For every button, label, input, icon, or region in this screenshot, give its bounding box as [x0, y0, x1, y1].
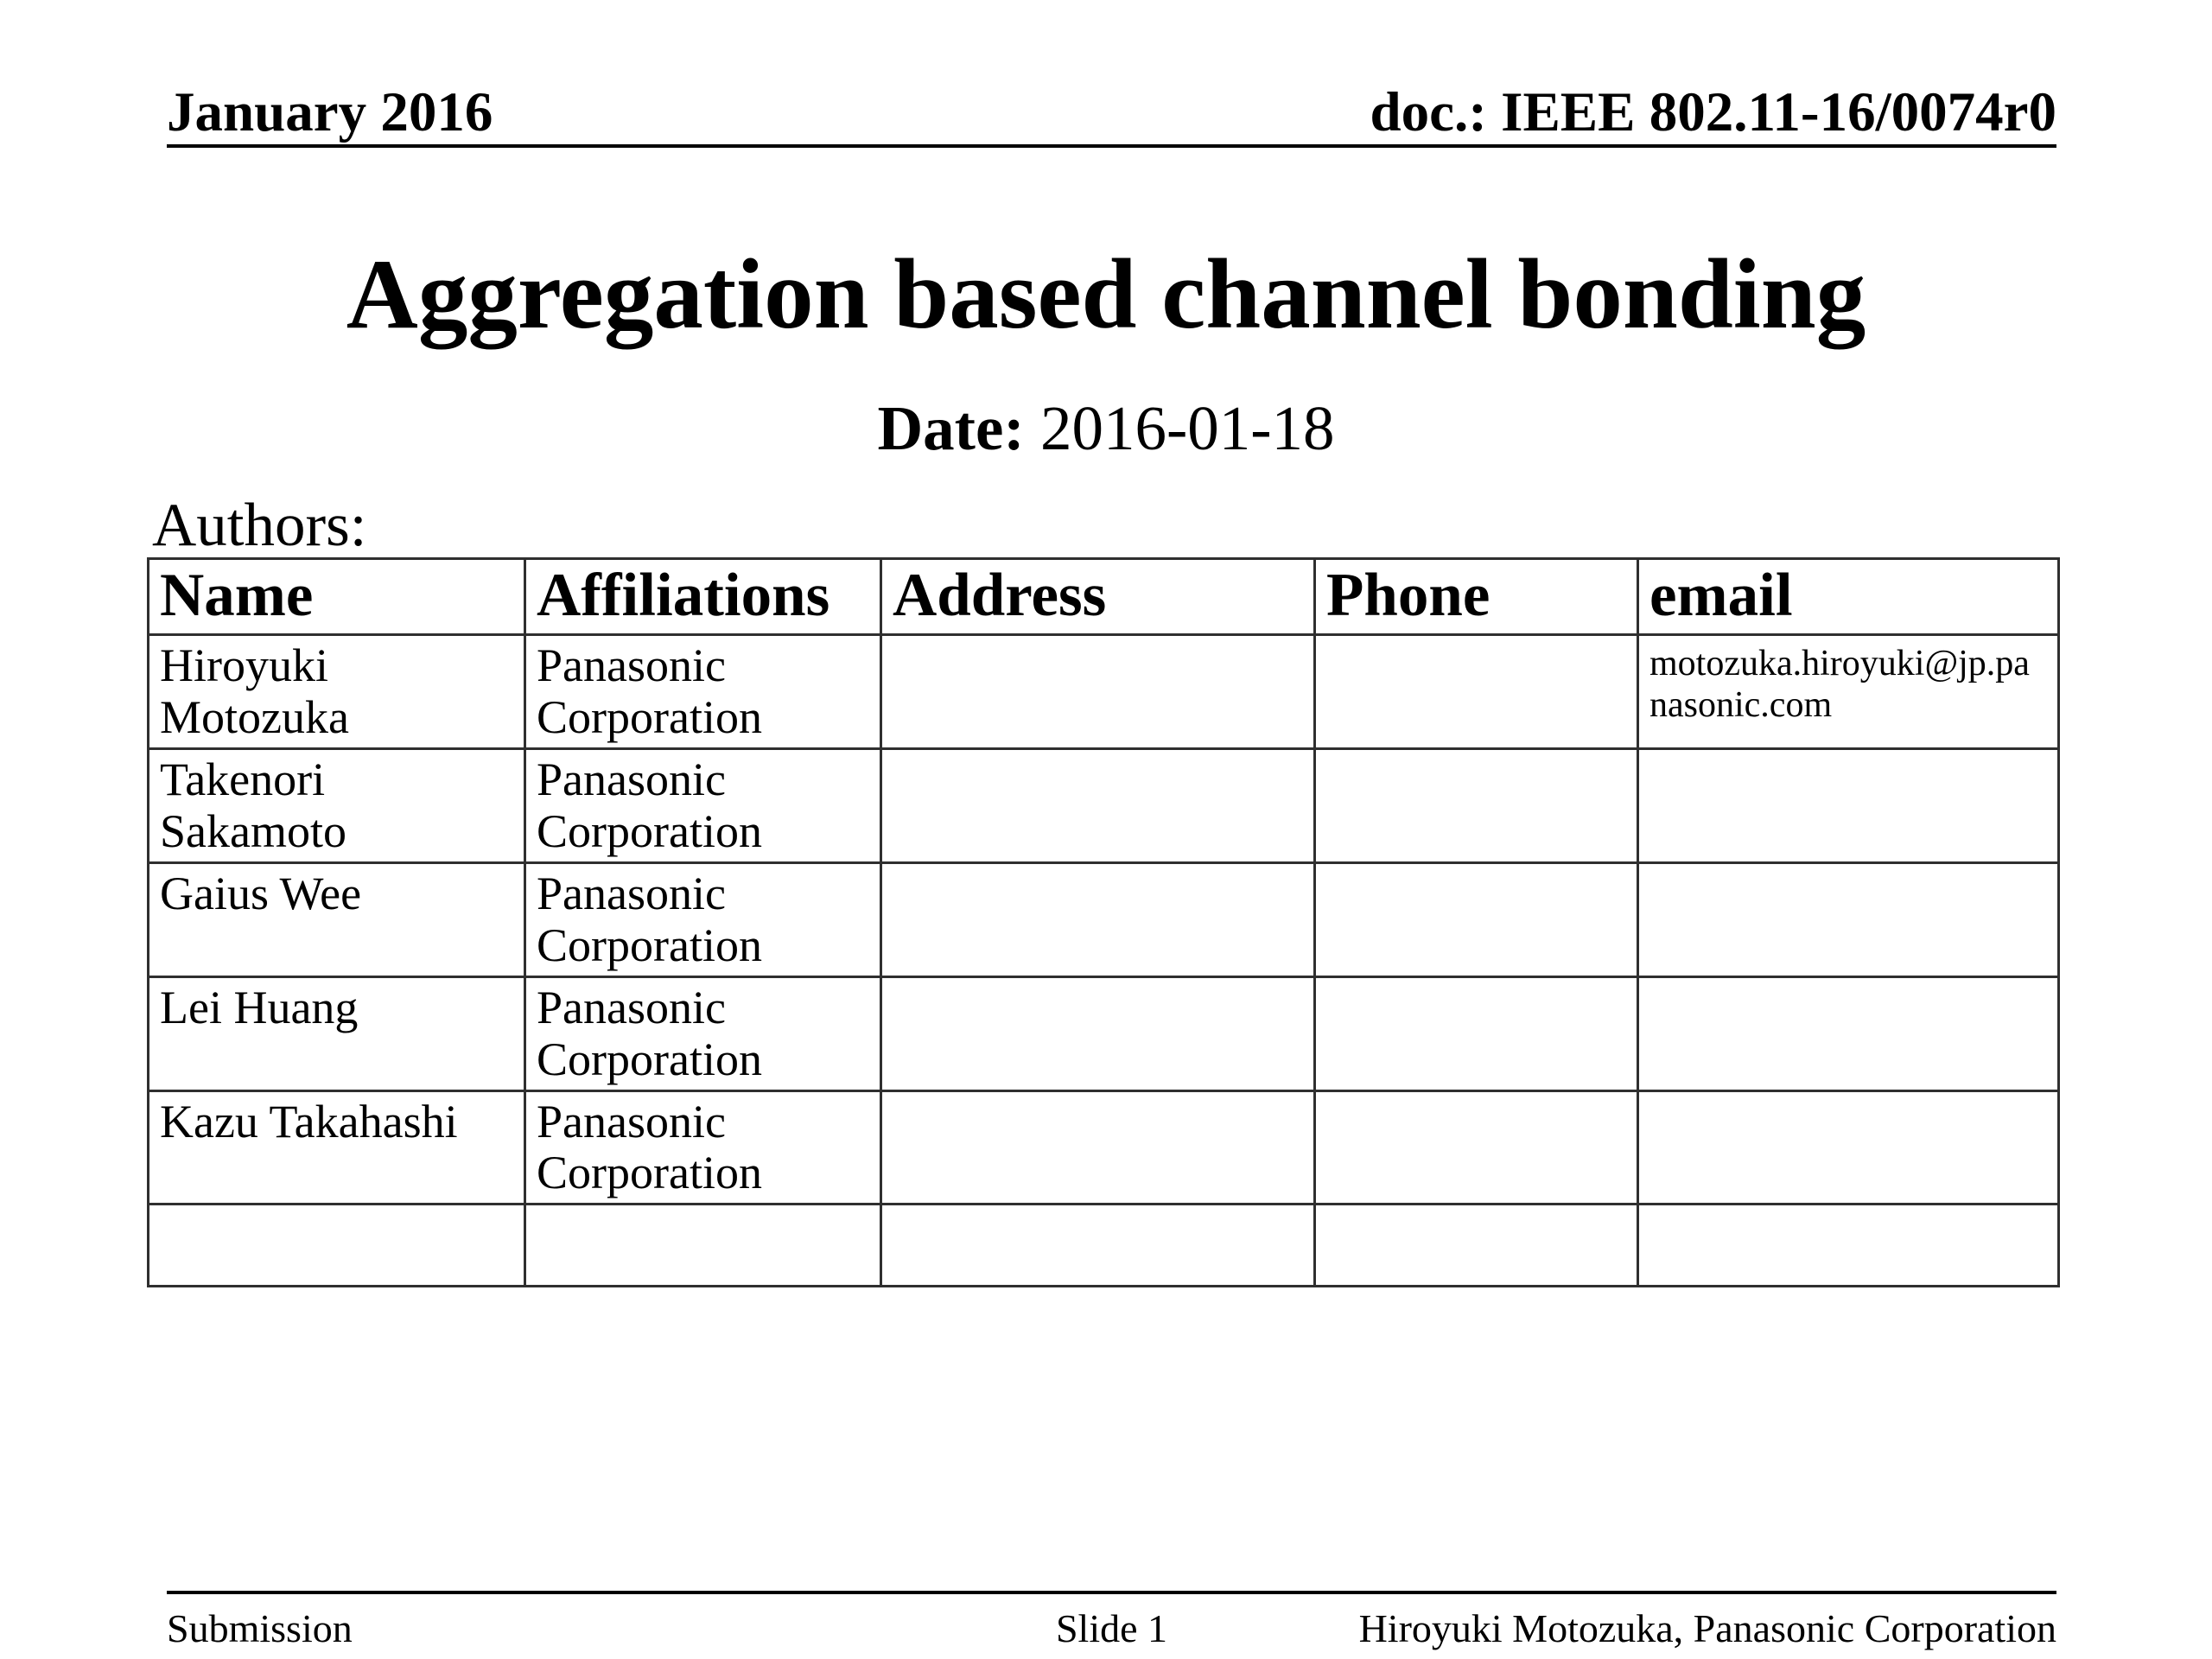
column-header-email: email [1638, 559, 2059, 635]
table-row [149, 748, 2059, 862]
footer-author: Hiroyuki Motozuka, Panasonic Corporation [1358, 1606, 2056, 1650]
cell-phone [1315, 1205, 1638, 1287]
cell-email [1638, 748, 2059, 862]
header-month-year: January 2016 [167, 81, 493, 143]
slide-footer [167, 1591, 2056, 1659]
column-header-affiliations: Affiliations [525, 559, 881, 635]
authors-table [147, 557, 2060, 1287]
slide-header [167, 0, 2056, 148]
cell-address [881, 976, 1315, 1090]
cell-name: Takenori Sakamoto [149, 748, 525, 862]
cell-address [881, 635, 1315, 749]
cell-name: Gaius Wee [149, 862, 525, 976]
cell-phone [1315, 748, 1638, 862]
cell-affiliation: Panasonic Corporation [525, 862, 881, 976]
slide-title: Aggregation based channel bonding [346, 239, 1866, 349]
cell-email [1638, 862, 2059, 976]
cell-address [881, 1090, 1315, 1205]
column-header-address: Address [881, 559, 1315, 635]
date-value: 2016-01-18 [1039, 393, 1335, 463]
cell-affiliation: Panasonic Corporation [525, 635, 881, 749]
table-row [149, 1205, 2059, 1287]
table-row [149, 862, 2059, 976]
authors-table-body [149, 635, 2059, 1287]
header-doc-number: doc.: IEEE 802.11-16/0074r0 [1370, 81, 2056, 143]
cell-email [1638, 1090, 2059, 1205]
table-header-row [149, 559, 2059, 635]
cell-phone [1315, 862, 1638, 976]
cell-affiliation: Panasonic Corporation [525, 1090, 881, 1205]
table-row [149, 976, 2059, 1090]
table-row [149, 1090, 2059, 1205]
cell-address [881, 748, 1315, 862]
cell-name [149, 1205, 525, 1287]
date-line [0, 391, 2212, 467]
cell-phone [1315, 635, 1638, 749]
cell-email [1638, 1205, 2059, 1287]
footer-slide-number: Slide 1 [1055, 1606, 1168, 1650]
footer-submission: Submission [167, 1606, 353, 1650]
cell-address [881, 1205, 1315, 1287]
cell-name: Lei Huang [149, 976, 525, 1090]
date-label: Date: [877, 393, 1025, 463]
cell-affiliation [525, 1205, 881, 1287]
cell-email [1638, 976, 2059, 1090]
cell-phone [1315, 976, 1638, 1090]
column-header-phone: Phone [1315, 559, 1638, 635]
cell-affiliation: Panasonic Corporation [525, 748, 881, 862]
column-header-name: Name [149, 559, 525, 635]
cell-phone [1315, 1090, 1638, 1205]
table-row [149, 635, 2059, 749]
authors-label: Authors: [152, 492, 367, 559]
cell-email: motozuka.hiroyuki@jp.panasonic.com [1638, 635, 2059, 749]
cell-affiliation: Panasonic Corporation [525, 976, 881, 1090]
cell-name: Kazu Takahashi [149, 1090, 525, 1205]
cell-address [881, 862, 1315, 976]
cell-name: Hiroyuki Motozuka [149, 635, 525, 749]
